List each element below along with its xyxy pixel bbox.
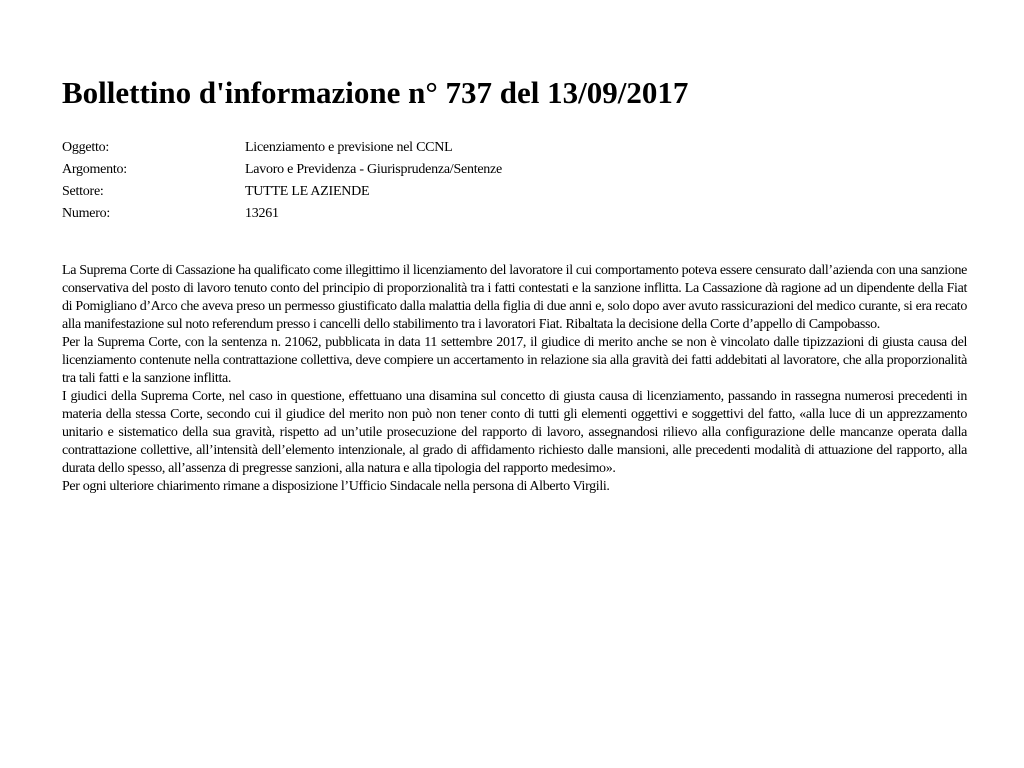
body-paragraph: I giudici della Suprema Corte, nel caso in questione, effettuano una disamina sul concetto di giusta causa di licenziamento, passando in rassegna numerosi precedenti in materia della stessa Corte, secondo cui il giudice del merito non può non tener conto di tutti gli elementi oggettivi e soggettivi del fatto, «alla luce di un apprezzamento unitario e sistematico della sua gravità, rispetto ad un’utile prosecuzione del rapporto di lavoro, assegnandosi rilievo alla configurazione delle mancanze operata dalla contrattazione collettive, all’intensità dell’elemento intenzionale, al grado di affidamento richiesto dalle mansioni, alle precedenti modalità di attuazione del rapporto, alla durata dello spesso, all’assenza di pregresse sanzioni, alla natura e alla tipologia del rapporto medesimo». bbox=[62, 389, 967, 476]
metadata-value: Lavoro e Previdenza - Giurisprudenza/Sentenze bbox=[245, 162, 502, 177]
metadata-value: Licenziamento e previsione nel CCNL bbox=[245, 140, 453, 155]
bulletin-body bbox=[62, 262, 967, 496]
body-paragraph: Per la Suprema Corte, con la sentenza n. 21062, pubblicata in data 11 settembre 2017, il giudice di merito anche se non è vincolato dalle tipizzazioni di giusta causa del licenziamento contenute nella contrattazione collettiva, deve compiere un accertamento in relazione sia alla gravità dei fatti addebitati al lavoratore, che alla proporzionalità tra tali fatti e la sanzione inflitta. bbox=[62, 335, 967, 386]
page-title: Bollettino d'informazione n° 737 del 13/09/2017 bbox=[62, 75, 689, 110]
metadata-row-oggetto bbox=[62, 137, 502, 159]
metadata-label: Argomento: bbox=[62, 162, 127, 177]
metadata-value: 13261 bbox=[245, 206, 279, 221]
body-paragraph: La Suprema Corte di Cassazione ha qualificato come illegittimo il licenziamento del lavoratore il cui comportamento poteva essere censurato dall’azienda con una sanzione conservativa del posto di lavoro tenuto conto del principio di proporzionalità tra i fatti contestati e la sanzione inflitta. La Cassazione dà ragione ad un dipendente della Fiat di Pomigliano d’Arco che aveva preso un permesso giustificato dalla malattia della figlia di due anni e, solo dopo aver avuto rassicurazioni del medico curante, si era recato alla manifestazione sul noto referendum presso i cancelli dello stabilimento tra i lavoratori Fiat. Ribaltata la decisione della Corte d’appello di Campobasso. bbox=[62, 263, 967, 332]
metadata-row-numero bbox=[62, 203, 502, 225]
body-paragraph-contact: Per ogni ulteriore chiarimento rimane a disposizione l’Ufficio Sindacale nella persona di Alberto Virgili. bbox=[62, 479, 610, 494]
metadata-row-argomento bbox=[62, 159, 502, 181]
metadata-value: TUTTE LE AZIENDE bbox=[245, 184, 370, 199]
metadata-table bbox=[62, 137, 502, 225]
metadata-row-settore bbox=[62, 181, 502, 203]
metadata-label: Settore: bbox=[62, 184, 104, 199]
metadata-label: Oggetto: bbox=[62, 140, 109, 155]
metadata-label: Numero: bbox=[62, 206, 111, 221]
